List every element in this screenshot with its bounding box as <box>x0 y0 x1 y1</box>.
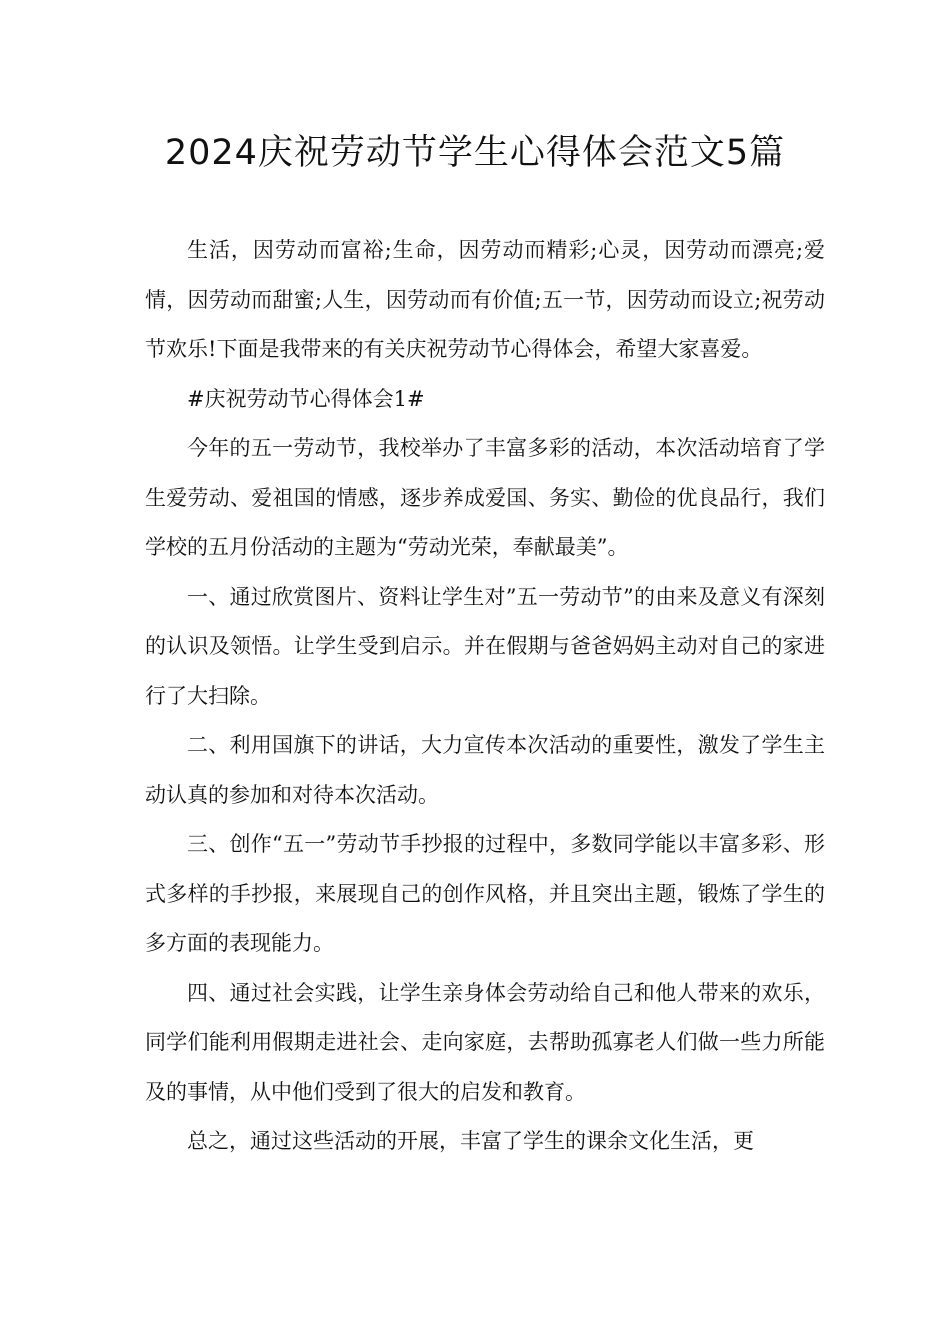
document-title: 2024庆祝劳动节学生心得体会范文5篇 <box>164 133 786 173</box>
paragraph: 今年的五一劳动节，我校举办了丰富多彩的活动，本次活动培育了学生爱劳动、爱祖国的情感，逐步养成爱国、务实、勤俭的优良品行，我们学校的五月份活动的主题为“劳动光荣，奉献最美”。 <box>145 436 825 559</box>
paragraph: 四、通过社会实践，让学生亲身体会劳动给自己和他人带来的欢乐，同学们能利用假期走进社会、走向家庭，去帮助孤寡老人们做一些力所能及的事情，从中他们受到了很大的启发和教育。 <box>145 980 825 1104</box>
section-heading: #庆祝劳动节心得体会1# <box>187 386 425 411</box>
paragraph: 二、利用国旗下的讲话，大力宣传本次活动的重要性，激发了学生主动认真的参加和对待本次活动。 <box>145 733 825 807</box>
document-body <box>145 226 825 1167</box>
paragraph: 三、创作“五一”劳动节手抄报的过程中，多数同学能以丰富多彩、形式多样的手抄报，来展现自己的创作风格，并且突出主题，锻炼了学生的多方面的表现能力。 <box>145 832 825 955</box>
paragraph: 总之，通过这些活动的开展，丰富了学生的课余文化生活，更 <box>187 1129 754 1153</box>
paragraph-intro: 生活，因劳动而富裕;生命，因劳动而精彩;心灵，因劳动而漂亮;爱情，因劳动而甜蜜;人生，因劳动而有价值;五一节，因劳动而设立;祝劳动节欢乐!下面是我带来的有关庆祝劳动节心得体会，希望大家喜爱。 <box>145 238 825 361</box>
paragraph: 一、通过欣赏图片、资料让学生对”五一劳动节”的由来及意义有深刻的认识及领悟。让学生受到启示。并在假期与爸爸妈妈主动对自己的家进行了大扫除。 <box>145 584 825 708</box>
